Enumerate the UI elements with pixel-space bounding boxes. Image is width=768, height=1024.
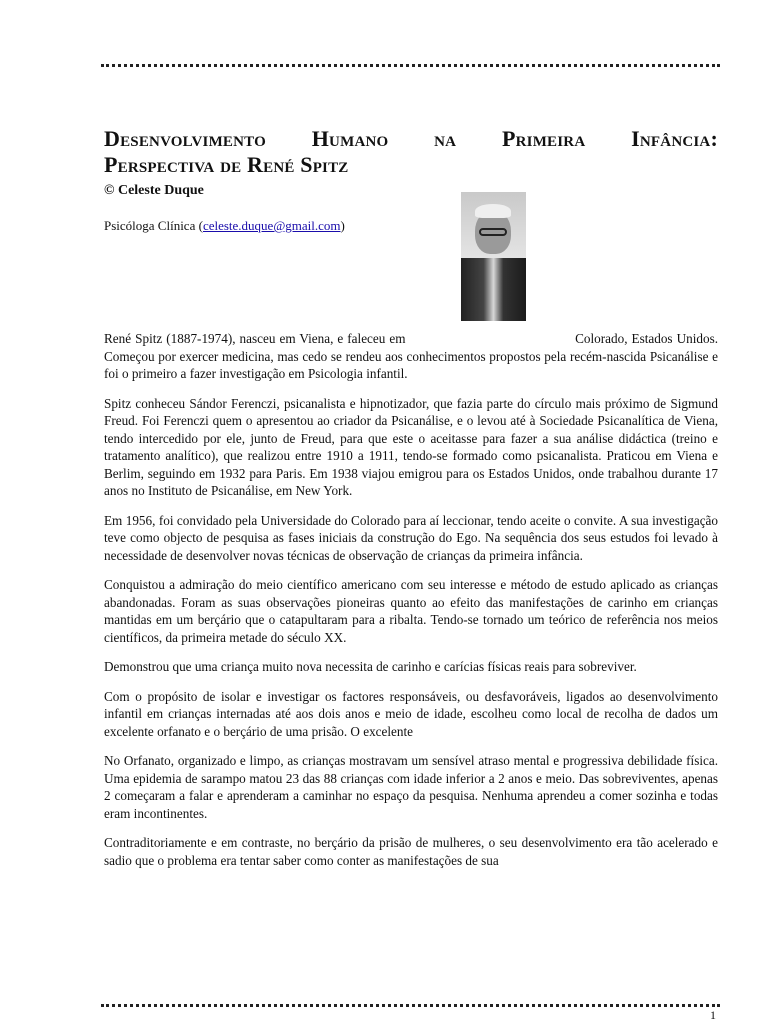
author-name: © Celeste Duque (104, 183, 204, 198)
body-text (104, 330, 722, 881)
portrait-body (461, 258, 526, 321)
portrait-glasses (479, 228, 507, 236)
document-title (104, 126, 718, 178)
role-prefix: Psicóloga Clínica ( (104, 218, 203, 233)
paragraph: Conquistou a admiração do meio científico americano com seu interesse e método de estudo aplicado as crianças abandonadas. Foram as suas observações pioneiras quanto ao efeito das manifestações de carinho em crianças mantidas em um berçário que o catapultaram para a ribalta. Tendo-se tornado um teórico de referência nos meios científicos, da primeira metade do século XX. (104, 577, 718, 645)
author-role (104, 218, 345, 234)
email-link[interactable]: celeste.duque@gmail.com (202, 218, 341, 233)
paragraph: Contraditoriamente e em contraste, no berçário da prisão de mulheres, o seu desenvolvimento era tão acelerado e sadio que o problema era tentar saber como conter as manifestações de sua (104, 835, 718, 868)
bottom-dotted-rule (101, 1004, 720, 1007)
paragraph: Em 1956, foi convidado pela Universidade do Colorado para aí leccionar, tendo aceite o convite. A sua investigação teve como objecto de pesquisa as fases iniciais da construção do Ego. Na sequência dos seus estudos foi levado à necessidade de desenvolver novas técnicas de observação de crianças da primeira infância. (104, 512, 718, 563)
paragraph: Spitz conheceu Sándor Ferenczi, psicanalista e hipnotizador, que fazia parte do círculo mais próximo de Sigmund Freud. Foi Ferenczi quem o apresentou ao criador da Psicanálise, e o levou até à Sociedade Psicanalítica de Viena, tendo intercedido por ele, junto de Freud, para que este o aceitasse para fazer a sua análise didáctica (treino e tratamento analítico), que realizou entre 1910 a 1911, tendo-se formado como psicanalista. Praticou em Viena e Berlim, seguindo em 1932 para Paris. Em 1938 viajou emigrou para os Estados Unidos, onde trabalhou durante 17 anos no Instituto de Psicanálise, em New York. (104, 395, 718, 498)
paragraph: Com o propósito de isolar e investigar os factores responsáveis, ou desfavoráveis, ligados ao desenvolvimento infantil em crianças internadas até aos dois anos e meio de idade, escolheu como local de recolha de dados um excelente orfanato e o berçário de uma prisão. O excelente (104, 688, 718, 739)
paragraph: Demonstrou que uma criança muito nova necessita de carinho e carícias físicas reais para sobreviver. (104, 659, 637, 674)
paragraph: No Orfanato, organizado e limpo, as crianças mostravam um sensível atraso mental e progressiva debilidade física. Uma epidemia de sarampo matou 23 das 88 crianças com idade inferior a 2 anos e meio. Das sobreviventes, apenas 2 começaram a falar e aprenderam a caminhar no espaço da pesquisa. Nenhuma aprendeu a comer sozinha e todas eram incontinentes. (104, 753, 718, 821)
portrait-hair (475, 204, 511, 218)
paragraph: René Spitz (1887-1974), nasceu em Viena, e faleceu em Colorado, Estados Unidos. Começou por exercer medicina, mas cedo se rendeu aos conhecimentos propostos pela recém-nascida Psicanálise e foi o primeiro a fazer investigação em Psicologia infantil. (104, 331, 722, 381)
role-suffix: ) (340, 218, 345, 233)
portrait-photo (461, 192, 526, 321)
title-line-1: Desenvolvimento Humano na Primeira Infância: (104, 126, 718, 151)
page-number: 1 (710, 1008, 716, 1022)
top-dotted-rule (101, 64, 720, 67)
title-line-2: Perspectiva de René Spitz (104, 152, 349, 177)
